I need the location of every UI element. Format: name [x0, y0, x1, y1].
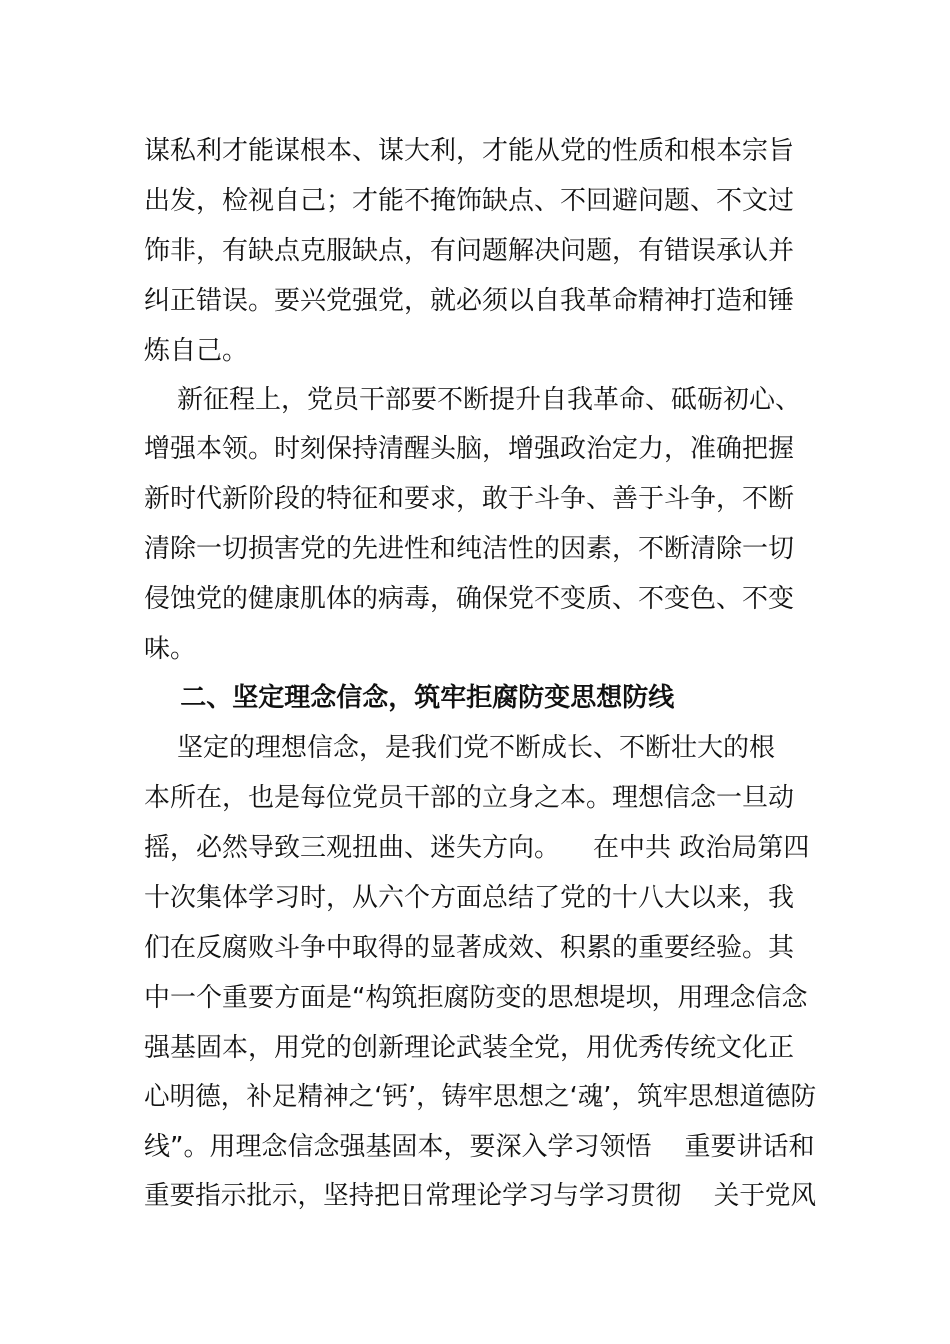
- text-line: 中一个重要方面是“构筑拒腐防变的思想堤坝，用理念信念: [144, 983, 808, 1013]
- text-line: 十次集体学习时，从六个方面总结了党的十八大以来，我: [144, 883, 795, 913]
- text-line: 强基固本，用党的创新理论武装全党，用优秀传统文化正: [144, 1033, 795, 1063]
- text-line: 味。: [144, 634, 197, 664]
- text-line: 清除一切损害党的先进性和纯洁性的因素，不断清除一切: [144, 534, 795, 564]
- text-line: 纠正错误。要兴党强党，就必须以自我革命精神打造和锤: [144, 286, 795, 316]
- paragraph-start-line: 新征程上，党员干部要不断提升自我革命、砥砺初心、: [144, 385, 802, 415]
- text-line: 心明德，补足精神之‘钙’，铸牢思想之‘魂’，筑牢思想道德防: [144, 1082, 817, 1112]
- text-line: 重要指示批示，坚持把日常理论学习与学习贯彻 关于党风: [144, 1181, 817, 1211]
- paragraph-start-line: 坚定的理想信念，是我们党不断成长、不断壮大的根: [144, 733, 776, 763]
- text-line: 增强本领。时刻保持清醒头脑，增强政治定力，准确把握: [144, 434, 795, 464]
- section-heading: 二、坚定理念信念，筑牢拒腐防变思想防线: [144, 683, 675, 713]
- text-line: 饰非，有缺点克服缺点，有问题解决问题，有错误承认并: [144, 236, 795, 266]
- text-line: 摇，必然导致三观扭曲、迷失方向。 在中共 政治局第四: [144, 833, 810, 863]
- text-line: 们在反腐败斗争中取得的显著成效、积累的重要经验。其: [144, 933, 795, 963]
- text-line: 新时代新阶段的特征和要求，敢于斗争、善于斗争，不断: [144, 484, 795, 514]
- text-line: 谋私利才能谋根本、谋大利，才能从党的性质和根本宗旨: [144, 136, 795, 166]
- text-line: 线”。用理念信念强基固本，要深入学习领悟 重要讲话和: [144, 1132, 815, 1162]
- text-line: 炼自己。: [144, 336, 249, 366]
- text-line: 侵蚀党的健康肌体的病毒，确保党不变质、不变色、不变: [144, 584, 795, 614]
- text-line: 出发，检视自己；才能不掩饰缺点、不回避问题、不文过: [144, 186, 795, 216]
- text-line: 本所在，也是每位党员干部的立身之本。理想信念一旦动: [144, 783, 795, 813]
